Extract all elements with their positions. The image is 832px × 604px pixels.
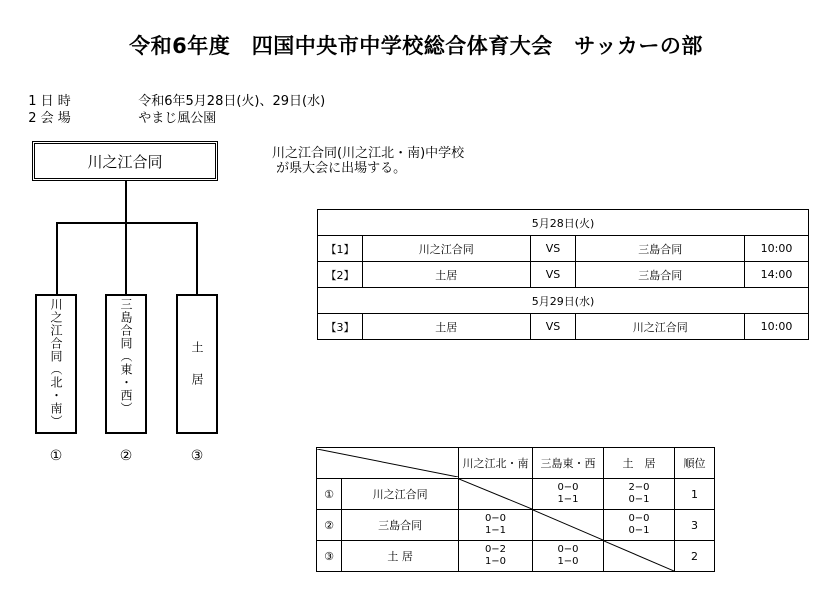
league-header: 土 居 bbox=[604, 448, 675, 479]
row-team: 川之江合同 bbox=[342, 479, 459, 510]
rank-cell: 1 bbox=[675, 479, 715, 510]
diagonal-line bbox=[604, 541, 674, 571]
schedule-day-row bbox=[318, 288, 809, 314]
team-name: 三島合同（東・西） bbox=[119, 298, 133, 415]
match-vs: VS bbox=[530, 262, 576, 288]
match-away: 三島合同 bbox=[576, 236, 745, 262]
team-name: 川之江合同（北・南） bbox=[49, 298, 63, 428]
bracket-team-1 bbox=[35, 294, 77, 434]
score-cell: 0−2 1−0 bbox=[459, 541, 533, 572]
info-venue bbox=[20, 92, 216, 126]
score-cell: 0−0 0−1 bbox=[604, 510, 675, 541]
table-row bbox=[317, 541, 715, 572]
bracket-line bbox=[56, 222, 58, 294]
league-header: 順位 bbox=[675, 448, 715, 479]
table-row bbox=[317, 479, 715, 510]
match-time: 14:00 bbox=[745, 262, 809, 288]
match-no: 【2】 bbox=[318, 262, 363, 288]
score-cell: 2−0 0−1 bbox=[604, 479, 675, 510]
schedule-day-row bbox=[318, 210, 809, 236]
bracket-team-3 bbox=[176, 294, 218, 434]
info-venue-label: 2 会 場 bbox=[28, 111, 71, 126]
team-name: 土 居 bbox=[190, 341, 204, 389]
bracket-winner: 川之江合同 bbox=[32, 141, 218, 181]
rank-cell: 2 bbox=[675, 541, 715, 572]
bracket-line bbox=[125, 181, 127, 223]
match-no: 【1】 bbox=[318, 236, 363, 262]
score-cell: 0−0 1−0 bbox=[533, 541, 604, 572]
league-header: 川之江北・南 bbox=[459, 448, 533, 479]
match-time: 10:00 bbox=[745, 236, 809, 262]
score-cell: 0−0 1−1 bbox=[533, 479, 604, 510]
match-vs: VS bbox=[530, 236, 576, 262]
bracket-line bbox=[196, 222, 198, 294]
league-header: 三島東・西 bbox=[533, 448, 604, 479]
league-header-row bbox=[317, 448, 715, 479]
match-away: 三島合同 bbox=[576, 262, 745, 288]
rank-cell: 3 bbox=[675, 510, 715, 541]
match-away: 川之江合同 bbox=[576, 314, 745, 340]
row-team: 三島合同 bbox=[342, 510, 459, 541]
table-row bbox=[318, 314, 809, 340]
self-cell bbox=[459, 479, 533, 510]
team-number: ② bbox=[119, 448, 133, 464]
row-num: ③ bbox=[317, 541, 342, 572]
self-cell bbox=[604, 541, 675, 572]
bracket-line bbox=[56, 222, 198, 224]
team-number: ③ bbox=[190, 448, 204, 464]
match-no: 【3】 bbox=[318, 314, 363, 340]
match-time: 10:00 bbox=[745, 314, 809, 340]
bracket-team-2 bbox=[105, 294, 147, 434]
row-team: 土 居 bbox=[342, 541, 459, 572]
info-venue-value: やまじ風公園 bbox=[138, 111, 217, 126]
diagonal-line bbox=[459, 479, 532, 509]
match-vs: VS bbox=[530, 314, 576, 340]
match-home: 川之江合同 bbox=[362, 236, 530, 262]
table-row bbox=[318, 236, 809, 262]
schedule-day: 5月28日(火) bbox=[318, 210, 809, 236]
row-num: ① bbox=[317, 479, 342, 510]
league-table bbox=[316, 447, 715, 572]
table-row bbox=[317, 510, 715, 541]
diagonal-line bbox=[533, 510, 603, 540]
schedule-day: 5月29日(水) bbox=[318, 288, 809, 314]
match-home: 土居 bbox=[362, 262, 530, 288]
match-home: 土居 bbox=[362, 314, 530, 340]
info-date-label: 1 日 時 bbox=[28, 94, 71, 109]
team-number: ① bbox=[49, 448, 63, 464]
row-num: ② bbox=[317, 510, 342, 541]
qualifier-note: 川之江合同(川之江北・南)中学校 が県大会に出場する。 bbox=[272, 146, 465, 176]
diagonal-line bbox=[317, 449, 458, 477]
bracket-line bbox=[125, 222, 127, 294]
table-row bbox=[318, 262, 809, 288]
league-corner bbox=[317, 448, 459, 479]
self-cell bbox=[533, 510, 604, 541]
schedule-table bbox=[317, 209, 809, 340]
page-title: 令和6年度 四国中央市中学校総合体育大会 サッカーの部 bbox=[129, 34, 703, 58]
info-date-value: 令和6年5月28日(火)、29日(水) bbox=[138, 94, 326, 109]
score-cell: 0−0 1−1 bbox=[459, 510, 533, 541]
